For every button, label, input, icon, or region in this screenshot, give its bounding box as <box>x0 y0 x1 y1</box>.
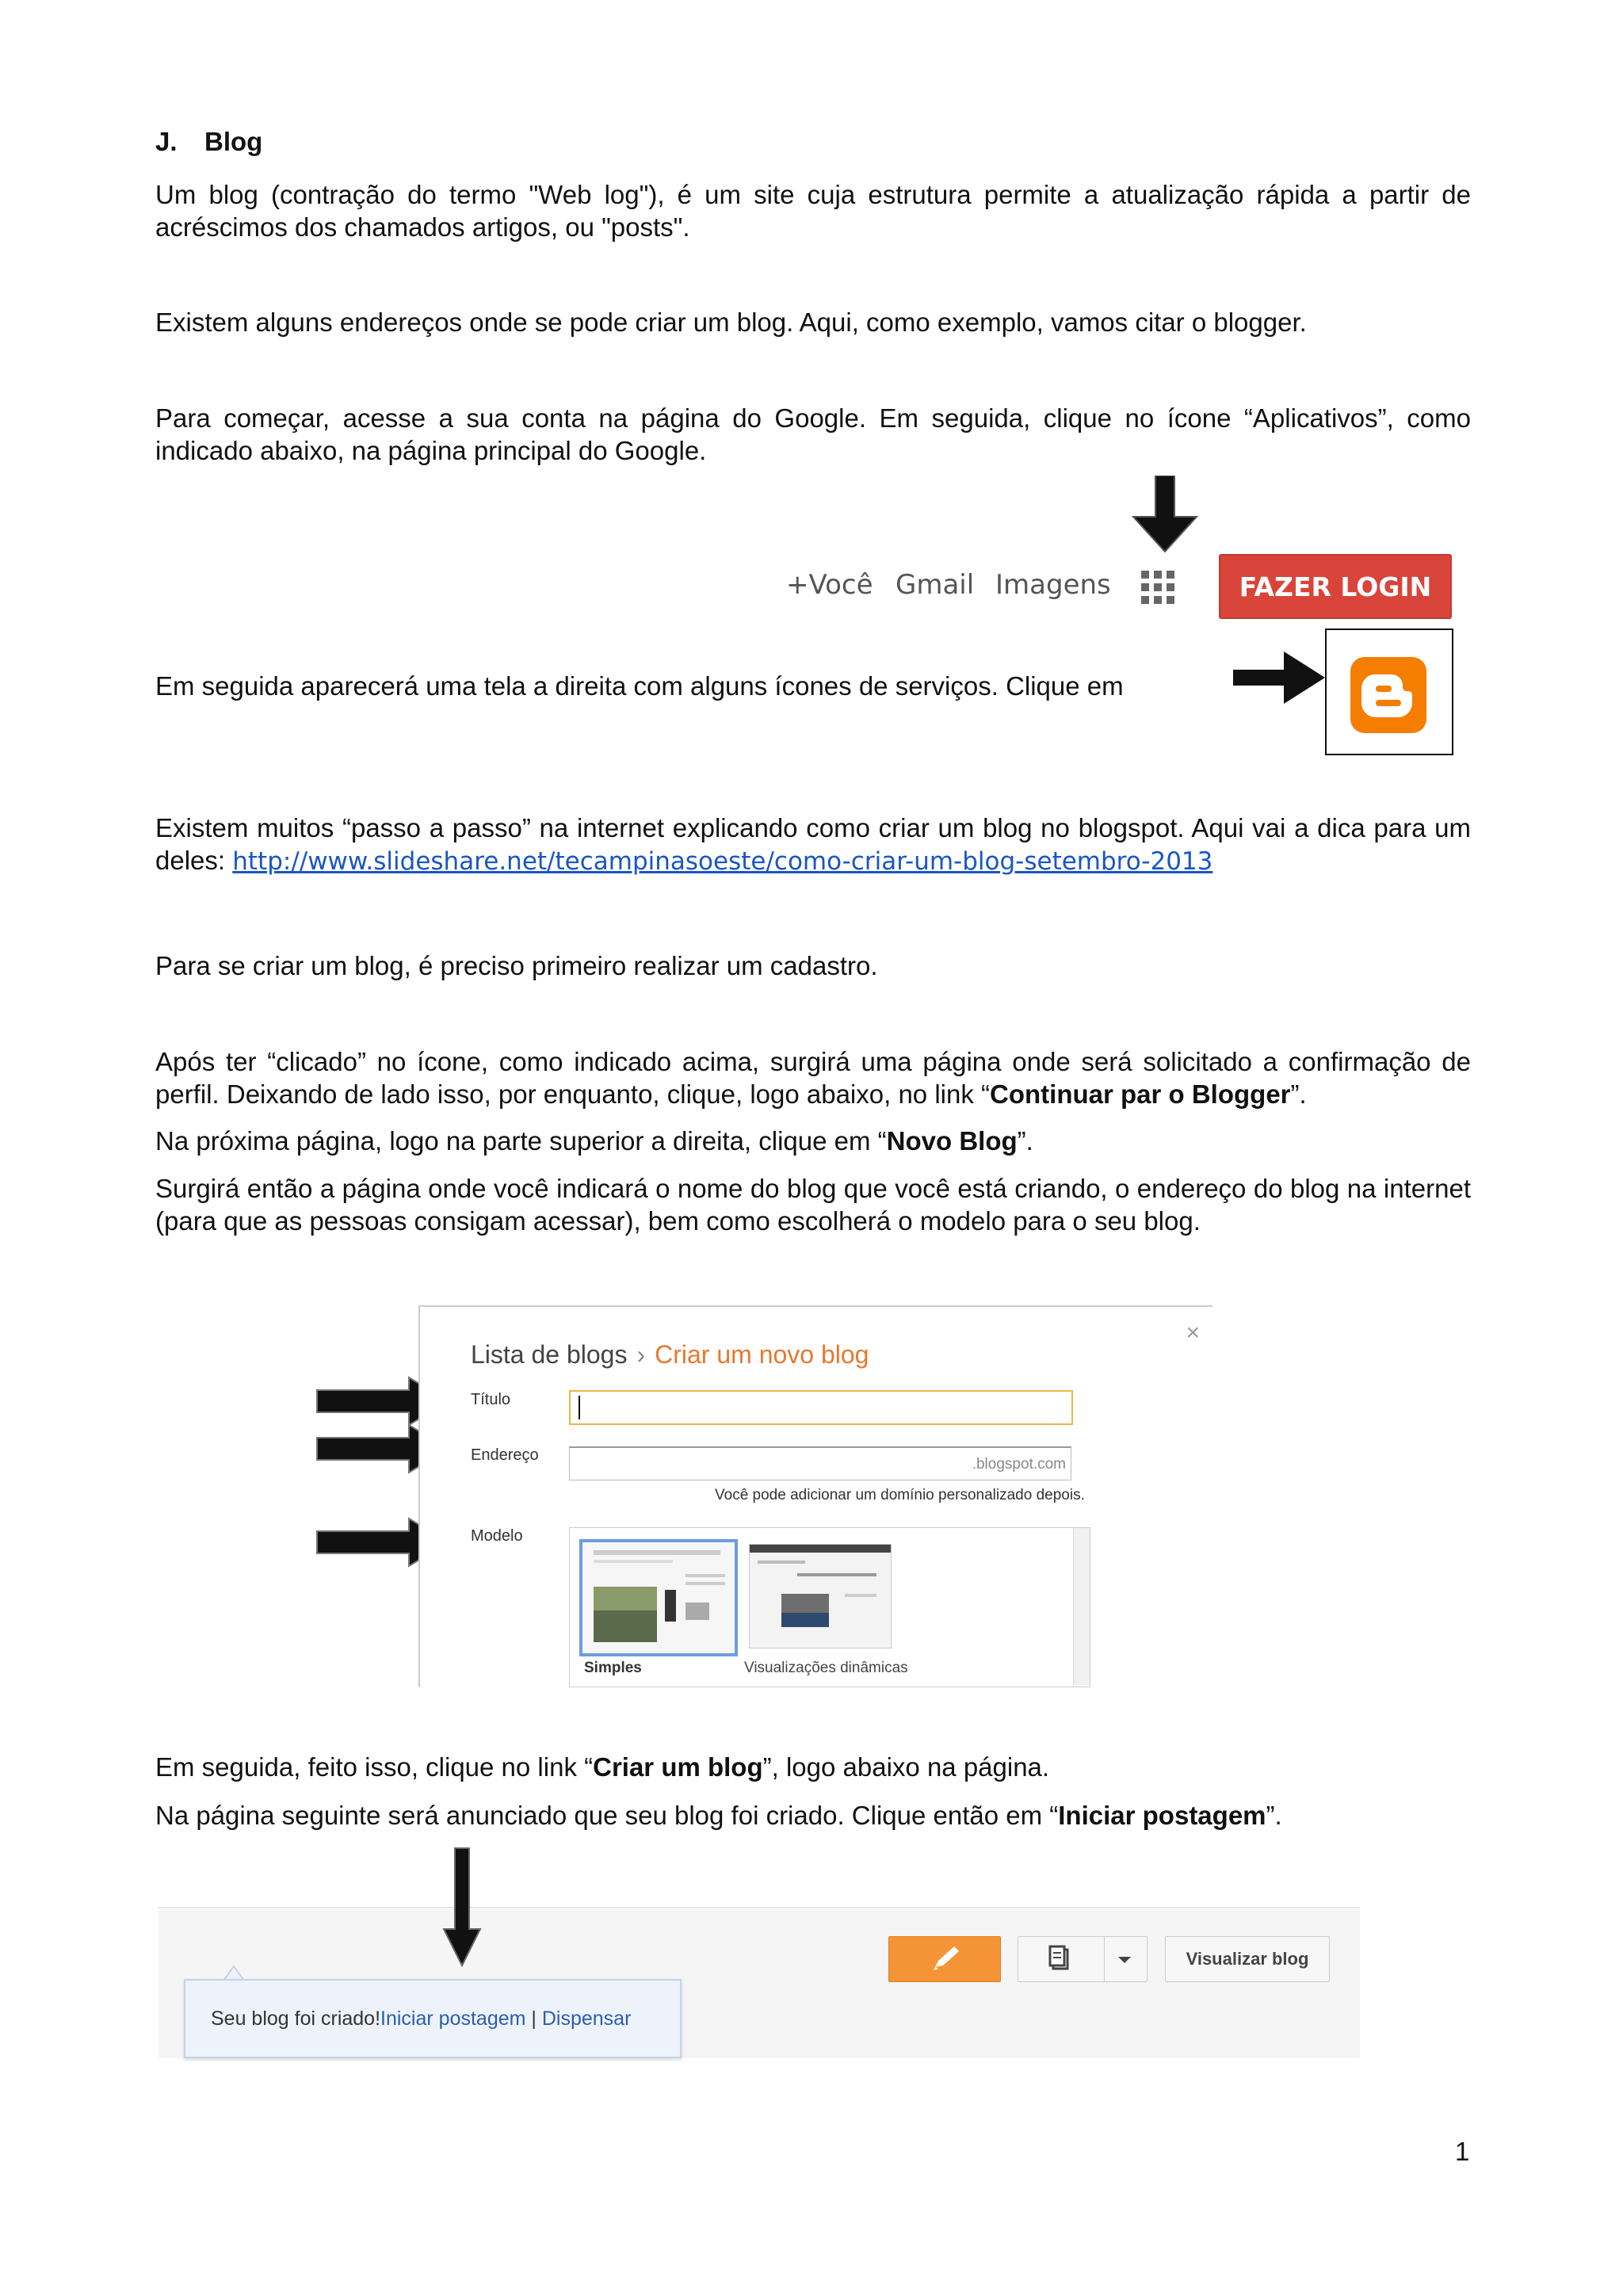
template-thumb-dinamicas[interactable] <box>749 1544 892 1648</box>
posts-menu-button[interactable] <box>1018 1936 1148 1982</box>
dropdown-caret-icon[interactable] <box>1115 1954 1136 1966</box>
template-picker <box>569 1527 1090 1687</box>
apps-grid-icon[interactable] <box>1141 571 1174 604</box>
breadcrumb <box>471 1340 869 1370</box>
notice-separator: | <box>525 2007 542 2030</box>
paragraph-addresses: Existem alguns endereços onde se pode criar um blog. Aqui, como exemplo, vamos citar o blogger. <box>155 308 1307 337</box>
next-page-text: Na próxima página, logo na parte superior a direita, clique em “ <box>155 1126 887 1156</box>
next-page-end: ”. <box>1017 1126 1033 1156</box>
page-number: 1 <box>1455 2137 1470 2166</box>
new-blog-text: Novo Blog <box>886 1126 1018 1156</box>
start-posting-text: Iniciar postagem <box>1058 1801 1266 1830</box>
view-blog-button[interactable]: Visualizar blog <box>1165 1936 1330 1982</box>
paragraph-register: Para se criar um blog, é preciso primeiro realizar um cadastro. <box>155 951 878 980</box>
paragraph-google-account: Para começar, acesse a sua conta na página do Google. Em seguida, clique no ícone “Aplicativos”, como indicado abaixo, na página principal do Google. <box>155 403 1471 465</box>
paragraph-blog-setup: Surgirá então a página onde você indicará o nome do blog que você está criando, o endereço do blog na internet (para que as pessoas consigam acessar), bem como escolherá o modelo para o seu blog. <box>155 1174 1471 1236</box>
breadcrumb-blog-list[interactable]: Lista de blogs <box>471 1340 628 1369</box>
close-icon[interactable]: × <box>1186 1320 1200 1346</box>
blogger-icon <box>1350 657 1426 733</box>
blog-created-toolbar <box>158 1907 1360 2058</box>
blogger-icon-frame[interactable] <box>1325 628 1453 755</box>
tutorials-text: Existem muitos “passo a passo” na internet explicando como criar um blog no blogspot. Aqui vai a dica para um deles: <box>155 813 1471 875</box>
template-thumb-simples[interactable] <box>579 1539 738 1656</box>
template-name-simples: Simples <box>584 1660 642 1676</box>
create-blog-end: ”, logo abaixo na página. <box>762 1752 1050 1782</box>
section-number: J. <box>155 127 178 156</box>
paragraph-create-blog <box>155 1751 1471 1783</box>
blog-created-end: ”. <box>1266 1801 1282 1830</box>
right-arrow-icon <box>1233 650 1327 705</box>
paragraph-services: Em seguida aparecerá uma tela a direita com alguns ícones de serviços. Clique em <box>155 671 1124 701</box>
address-hint: Você pode adicionar um domínio personalizado depois. <box>715 1487 1085 1503</box>
breadcrumb-separator: › <box>636 1340 646 1369</box>
title-label: Título <box>471 1391 511 1408</box>
template-name-dinamicas: Visualizações dinâmicas <box>744 1660 908 1676</box>
section-heading <box>155 127 262 157</box>
template-scrollbar[interactable] <box>1073 1528 1090 1685</box>
title-input[interactable] <box>569 1390 1073 1425</box>
address-label: Endereço <box>471 1446 539 1464</box>
document-icon <box>1018 1937 1104 1981</box>
create-blog-text: Em seguida, feito isso, clique no link “ <box>155 1752 594 1782</box>
nav-link-gmail[interactable]: Gmail <box>896 569 975 601</box>
create-blog-dialog <box>418 1305 1212 1687</box>
paragraph-next-page <box>155 1125 1471 1157</box>
blog-created-text: Na página seguinte será anunciado que seu blog foi criado. Clique então em “ <box>155 1801 1059 1830</box>
address-input[interactable] <box>569 1446 1071 1480</box>
notice-text: Seu blog foi criado! <box>211 2007 381 2030</box>
down-arrow-icon <box>442 1847 482 1967</box>
new-post-button[interactable] <box>888 1936 1001 1982</box>
pencil-icon <box>889 1937 1000 1981</box>
nav-link-imagens[interactable]: Imagens <box>995 569 1111 601</box>
address-suffix: .blogspot.com <box>972 1456 1066 1473</box>
after-click-text: Após ter “clicado” no ícone, como indicado acima, surgirá uma página onde será solicitado a confirmação de perfil. Deixando de lado isso, por enquanto, clique, logo abaixo, no link “ <box>155 1047 1471 1109</box>
login-button[interactable]: FAZER LOGIN <box>1219 554 1452 619</box>
paragraph-after-click <box>155 1045 1471 1110</box>
template-label: Modelo <box>471 1527 523 1545</box>
paragraph-tutorials <box>155 812 1471 878</box>
down-arrow-icon <box>1132 476 1198 553</box>
blog-created-notice <box>184 1979 682 2058</box>
nav-link-voce[interactable]: +Você <box>786 569 873 601</box>
dismiss-link[interactable]: Dispensar <box>541 2007 632 2030</box>
paragraph-blog-created <box>155 1799 1471 1832</box>
after-click-end: ”. <box>1290 1079 1307 1109</box>
paragraph-intro: Um blog (contração do termo "Web log"), é um site cuja estrutura permite a atualização rápida a partir de acréscimos dos chamados artigos, ou "posts". <box>155 180 1471 242</box>
continue-blogger-text: Continuar par o Blogger <box>990 1079 1291 1109</box>
breadcrumb-current: Criar um novo blog <box>655 1340 869 1369</box>
start-posting-link[interactable]: Iniciar postagem <box>380 2007 526 2030</box>
create-blog-link-text: Criar um blog <box>593 1752 763 1782</box>
slideshare-link[interactable]: http://www.slideshare.net/tecampinasoeste/como-criar-um-blog-setembro-2013 <box>232 847 1213 876</box>
section-title: Blog <box>204 127 263 156</box>
